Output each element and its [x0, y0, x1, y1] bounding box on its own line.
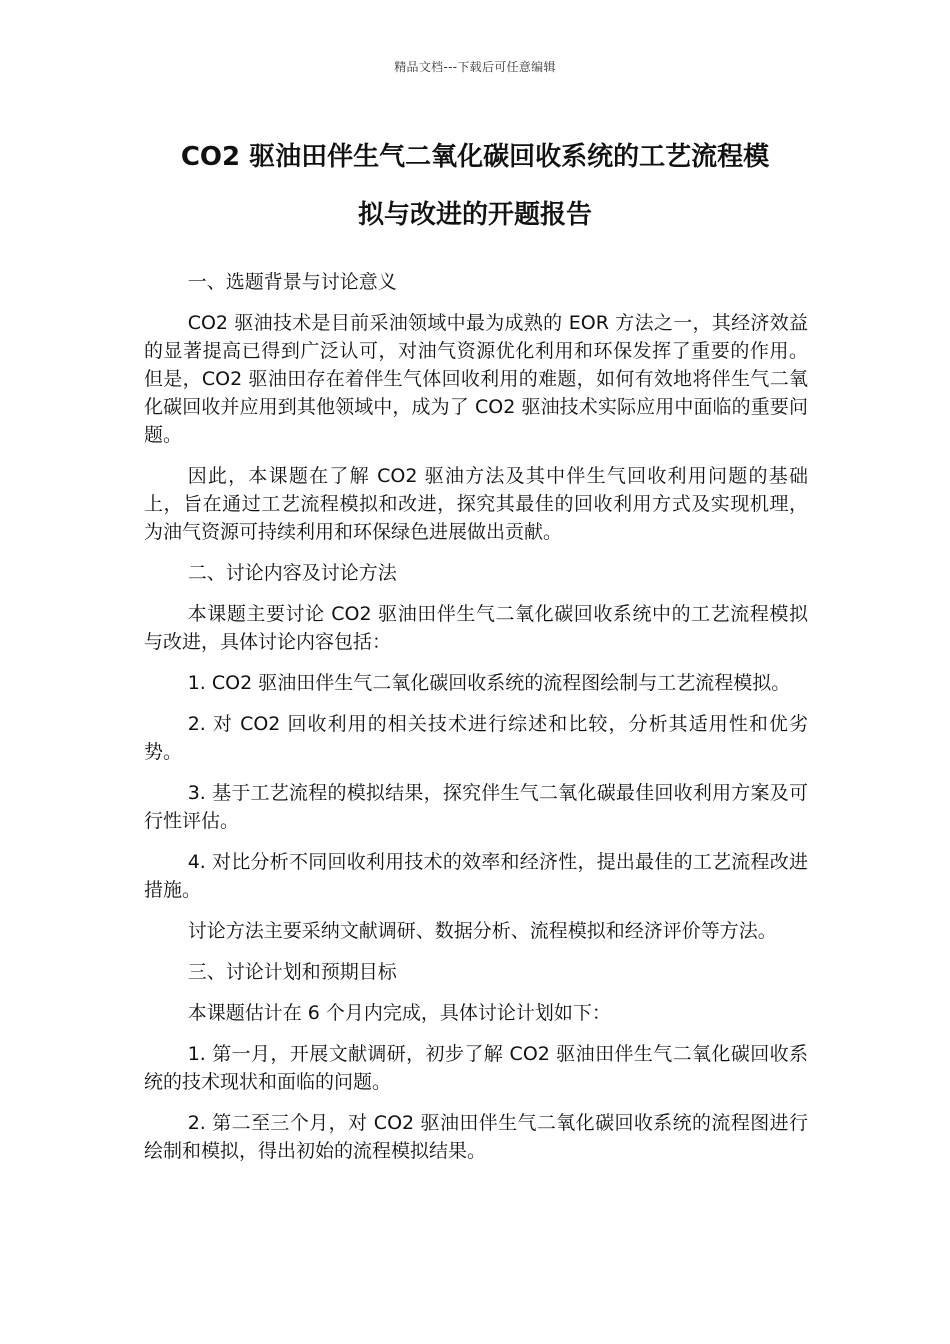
- section-3-intro: 本课题估计在 6 个月内完成，具体讨论计划如下：: [187, 1002, 611, 1024]
- section-2-intro: 本课题主要讨论 CO2 驱油田伴生气二氧化碳回收系统中的工艺流程模拟与改进，具体讨论内容包括：: [144, 603, 808, 653]
- section-1-heading: 一、选题背景与讨论意义: [187, 271, 397, 293]
- document-title: [140, 128, 810, 244]
- section-3-item-2: 2. 第二至三个月，对 CO2 驱油田伴生气二氧化碳回收系统的流程图进行绘制和模拟，得出初始的流程模拟结果。: [144, 1112, 808, 1162]
- section-3-heading: 三、讨论计划和预期目标: [187, 961, 397, 983]
- section-1-paragraph-1: CO2 驱油技术是目前采油领域中最为成熟的 EOR 方法之一，其经济效益的显著提高已得到广泛认可，对油气资源优化利用和环保发挥了重要的作用。但是，CO2 驱油田存在着伴生气体回收利用的难题，如何有效地将伴生气二氧化碳回收并应用到其他领域中，成为了 CO2 驱油技术实际应用中面临的重要问题。: [144, 312, 808, 446]
- section-1-paragraph-2: 因此，本课题在了解 CO2 驱油方法及其中伴生气回收利用问题的基础上，旨在通过工艺流程模拟和改进，探究其最佳的回收利用方式及实现机理，为油气资源可持续利用和环保绿色进展做出贡献。: [144, 465, 808, 543]
- section-2-heading: 二、讨论内容及讨论方法: [187, 562, 397, 584]
- title-line-1: CO2 驱油田伴生气二氧化碳回收系统的工艺流程模: [180, 142, 770, 172]
- title-line-2: 拟与改进的开题报告: [357, 200, 592, 230]
- section-2-item-4: 4. 对比分析不同回收利用技术的效率和经济性，提出最佳的工艺流程改进措施。: [144, 851, 808, 901]
- section-2-item-2: 2. 对 CO2 回收利用的相关技术进行综述和比较，分析其适用性和优劣势。: [144, 713, 808, 763]
- document-body: [144, 268, 808, 1178]
- section-2-method: 讨论方法主要采纳文献调研、数据分析、流程模拟和经济评价等方法。: [187, 920, 777, 942]
- section-3-item-1: 1. 第一月，开展文献调研，初步了解 CO2 驱油田伴生气二氧化碳回收系统的技术现状和面临的问题。: [144, 1043, 808, 1093]
- section-2-item-1: 1. CO2 驱油田伴生气二氧化碳回收系统的流程图绘制与工艺流程模拟。: [187, 672, 791, 694]
- page-header-watermark: 精品文档---下载后可任意编辑: [394, 60, 556, 74]
- section-2-item-3: 3. 基于工艺流程的模拟结果，探究伴生气二氧化碳最佳回收利用方案及可行性评估。: [144, 782, 808, 832]
